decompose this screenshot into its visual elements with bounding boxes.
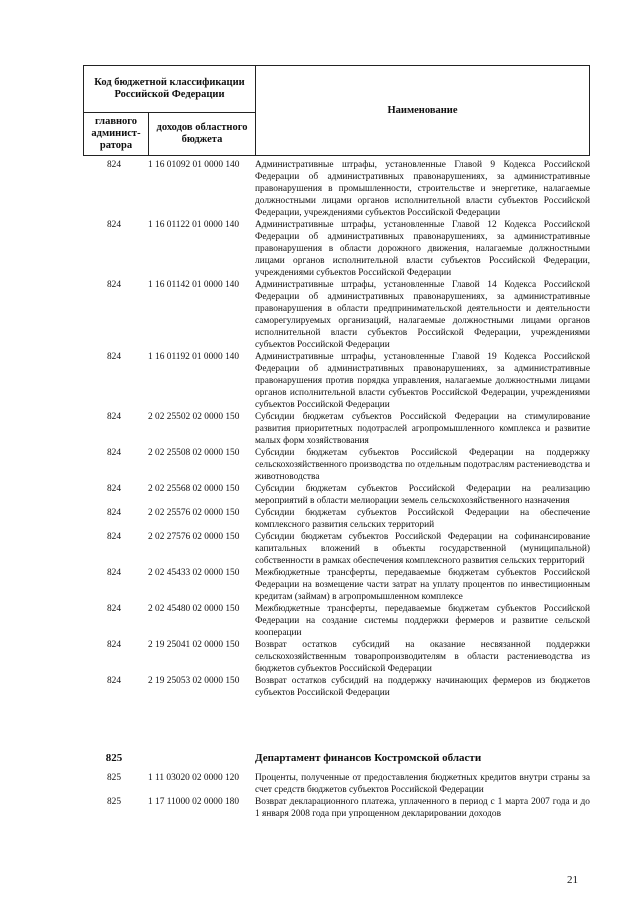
admin-code: 824: [106, 448, 122, 458]
admin-code: 824: [106, 640, 122, 650]
table-row: [83, 447, 590, 483]
income-name: Административные штрафы, установленные Главой 14 Кодекса Российской Федерации об административных правонарушениях, за административные правонарушения в области предпринимательской деятельности и деятельности саморегулируемых организаций, налагаемые должностными лицами органов исполнительной власти субъектов Российской Федерации, учреждениями субъектов Российской Федерации: [255, 280, 590, 350]
table-row: [83, 159, 590, 219]
income-name: Субсидии бюджетам субъектов Российской Федерации на обеспечение комплексного развития сельских территорий: [255, 508, 590, 530]
income-code: 2 02 25568 02 0000 150: [148, 484, 240, 494]
income-code: 1 11 03020 02 0000 120: [148, 773, 240, 783]
table-row: [83, 411, 590, 447]
rows-group-824: [83, 159, 590, 699]
rows-group-825: [83, 772, 590, 820]
department-heading: [83, 752, 590, 764]
income-name: Возврат остатков субсидий на поддержку начинающих фермеров из бюджетов субъектов Российской Федерации: [255, 676, 590, 698]
admin-code: 824: [106, 484, 122, 494]
income-name: Административные штрафы, установленные Главой 9 Кодекса Российской Федерации об административных правонарушениях, за административные правонарушения в промышленности, строительстве и энергетике, налагаемые должностными лицами органов исполнительной власти субъектов Российской Федерации, учреждениями субъектов Российской Федерации: [255, 160, 590, 218]
table-row: [83, 219, 590, 279]
admin-code: 824: [106, 160, 122, 170]
income-name: Субсидии бюджетам субъектов Российской Федерации на софинансирование капитальных вложений в объекты государственной (муниципальной) собственности в рамках обеспечения комплексного развития сельских территорий: [255, 532, 590, 566]
table-row: [83, 351, 590, 411]
income-column-header: доходов областного бюджета: [149, 113, 256, 156]
table-row: [83, 567, 590, 603]
code-group-header: Код бюджетной классификации Российской Федерации: [84, 66, 256, 113]
department-code: 825: [105, 752, 123, 764]
page-number: 21: [567, 874, 578, 886]
income-name: Субсидии бюджетам субъектов Российской Федерации на поддержку сельскохозяйственного производства по отдельным подотраслям растениеводства и животноводства: [255, 448, 590, 482]
admin-column-header: главного админист-ратора: [84, 113, 149, 156]
admin-code: 824: [106, 508, 122, 518]
income-code: 1 16 01092 01 0000 140: [148, 160, 240, 170]
income-name: Возврат остатков субсидий на оказание несвязанной поддержки сельскохозяйственным товаропроизводителям в области растениеводства из бюджетов субъектов Российской Федерации: [255, 640, 590, 674]
table-row: [83, 507, 590, 531]
income-code: 1 17 11000 02 0000 180: [148, 797, 240, 807]
admin-code: 824: [106, 412, 122, 422]
table-row: [83, 603, 590, 639]
income-code: 2 02 25502 02 0000 150: [148, 412, 240, 422]
admin-code: 824: [106, 280, 122, 290]
income-code: 2 19 25053 02 0000 150: [148, 676, 240, 686]
income-name: Проценты, полученные от предоставления бюджетных кредитов внутри страны за счет средств бюджетов субъектов Российской Федерации: [255, 773, 590, 795]
income-code: 2 02 25508 02 0000 150: [148, 448, 240, 458]
admin-code: 824: [106, 220, 122, 230]
income-name: Межбюджетные трансферты, передаваемые бюджетам субъектов Российской Федерации на возмещение части затрат на уплату процентов по инвестиционным кредитам (займам) в агропромышленном комплексе: [255, 568, 590, 602]
income-code: 2 02 45480 02 0000 150: [148, 604, 240, 614]
admin-code: 825: [106, 797, 122, 807]
admin-code: 824: [106, 604, 122, 614]
admin-code: 824: [106, 352, 122, 362]
income-code: 1 16 01192 01 0000 140: [148, 352, 240, 362]
name-column-header: Наименование: [256, 66, 590, 156]
income-name: Административные штрафы, установленные Главой 12 Кодекса Российской Федерации об административных правонарушениях, за административные правонарушения в области дорожного движения, налагаемые должностными лицами органов исполнительной власти субъектов Российской Федерации, учреждениями субъектов Российской Федерации: [255, 220, 590, 278]
income-name: Межбюджетные трансферты, передаваемые бюджетам субъектов Российской Федерации на создание системы поддержки фермеров и развитие сельской кооперации: [255, 604, 590, 638]
table-row: [83, 796, 590, 820]
table-row: [83, 483, 590, 507]
income-name: Субсидии бюджетам субъектов Российской Федерации на реализацию мероприятий в области мелиорации земель сельскохозяйственного назначения: [255, 484, 590, 506]
admin-code: 825: [106, 773, 122, 783]
income-code: 1 16 01122 01 0000 140: [148, 220, 240, 230]
income-code: 2 02 45433 02 0000 150: [148, 568, 240, 578]
department-name: Департамент финансов Костромской области: [255, 752, 482, 764]
income-name: Возврат декларационного платежа, уплаченного в период с 1 марта 2007 года и до 1 января 2008 года при упрощенном декларировании доходов: [255, 797, 590, 819]
table-row: [83, 675, 590, 699]
admin-code: 824: [106, 676, 122, 686]
admin-code: 824: [106, 532, 122, 542]
table-row: [83, 279, 590, 351]
income-code: 2 02 27576 02 0000 150: [148, 532, 240, 542]
income-code: 2 02 25576 02 0000 150: [148, 508, 240, 518]
table-row: [83, 772, 590, 796]
income-code: 2 19 25041 02 0000 150: [148, 640, 240, 650]
income-code: 1 16 01142 01 0000 140: [148, 280, 240, 290]
table-header: [83, 65, 590, 156]
income-name: Субсидии бюджетам субъектов Российской Федерации на стимулирование развития приоритетных подотраслей агропромышленного комплекса и развитие малых форм хозяйствования: [255, 412, 590, 446]
admin-code: 824: [106, 568, 122, 578]
income-name: Административные штрафы, установленные Главой 19 Кодекса Российской Федерации об административных правонарушениях, за административные правонарушения против порядка управления, налагаемые должностными лицами органов исполнительной власти субъектов Российской Федерации, учреждениями субъектов Российской Федерации: [255, 352, 590, 410]
table-row: [83, 531, 590, 567]
table-row: [83, 639, 590, 675]
